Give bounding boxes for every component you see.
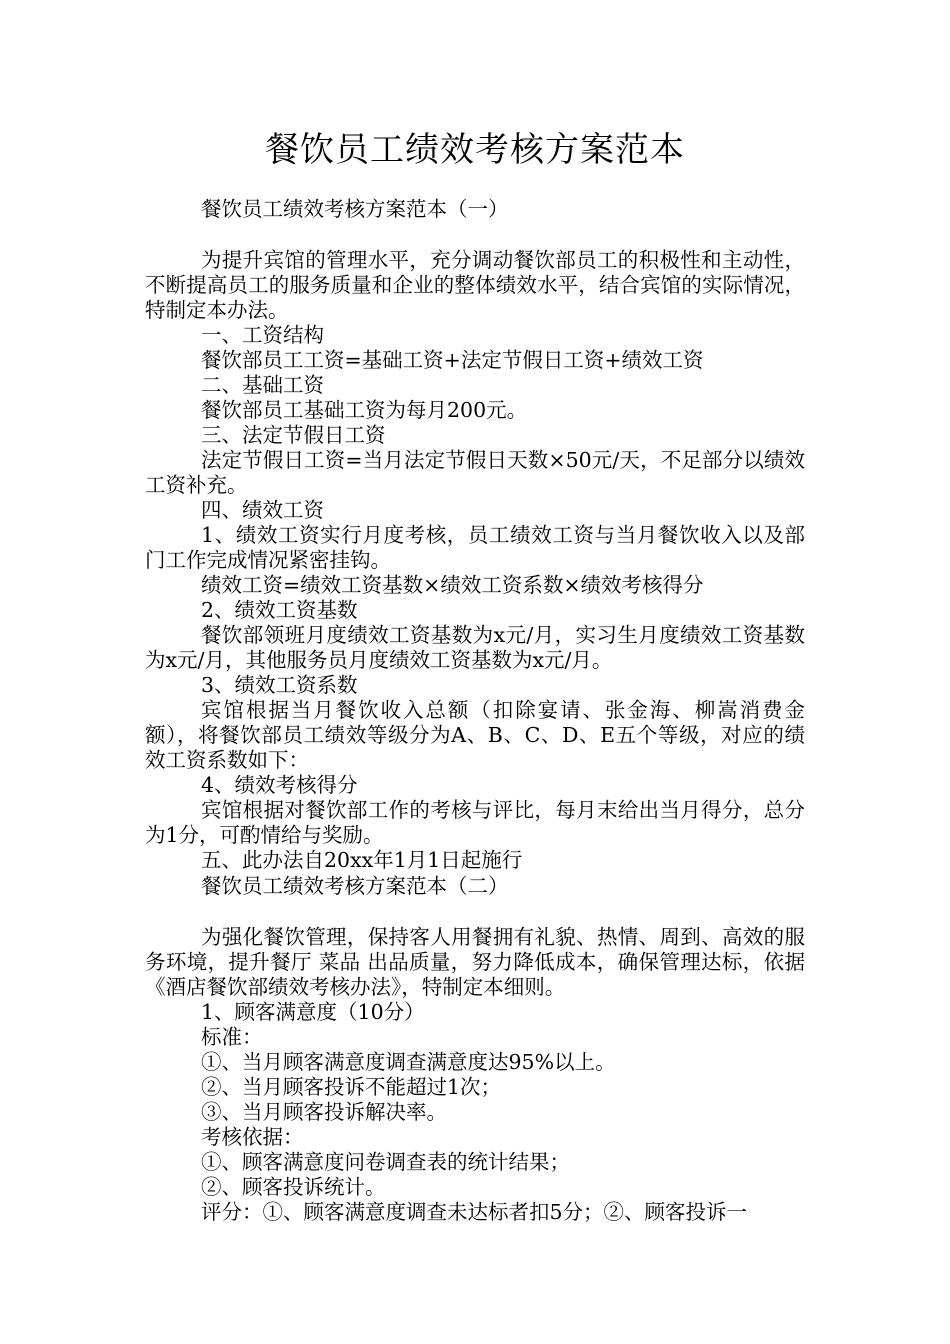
- document-title: 餐饮员工绩效考核方案范本: [265, 130, 685, 170]
- paragraph: 绩效工资=绩效工资基数×绩效工资系数×绩效考核得分: [201, 573, 704, 597]
- paragraph: 餐饮部员工基础工资为每月200元。: [201, 398, 528, 422]
- paragraph: 四、绩效工资: [201, 498, 324, 522]
- spacer: [145, 223, 805, 248]
- paragraph: 法定节假日工资=当月法定节假日天数×50元/天，不足部分以绩效工资补充。: [145, 448, 805, 497]
- spacer: [145, 900, 805, 925]
- paragraph: 2、绩效工资基数: [201, 598, 358, 622]
- paragraph: 4、绩效考核得分: [201, 773, 358, 797]
- paragraph: 餐饮部领班月度绩效工资基数为x元/月，实习生月度绩效工资基数为x元/月，其他服务员月度绩效工资基数为x元/月。: [145, 623, 805, 672]
- paragraph: ①、顾客满意度问卷调查表的统计结果；: [201, 1150, 570, 1174]
- paragraph: 考核依据：: [201, 1125, 304, 1149]
- paragraph: 五、此办法自20xx年1月1日起施行: [201, 848, 523, 872]
- paragraph: 1、绩效工资实行月度考核，员工绩效工资与当月餐饮收入以及部门工作完成情况紧密挂钩。: [145, 523, 805, 572]
- paragraph: 为强化餐饮管理，保持客人用餐拥有礼貌、热情、周到、高效的服务环境，提升餐厅 菜品 出品质量，努力降低成本，确保管理达标，依据《酒店餐饮部绩效考核办法》，特制定本细则。: [145, 925, 805, 999]
- paragraph: 3、绩效工资系数: [201, 673, 358, 697]
- paragraph: 评分：①、顾客满意度调查未达标者扣5分；②、顾客投诉一: [201, 1200, 748, 1224]
- paragraph: 宾馆根据当月餐饮收入总额（扣除宴请、张金海、柳嵩消费金额），将餐饮部员工绩效等级分为A、B、C、D、E五个等级，对应的绩效工资系数如下：: [145, 698, 805, 772]
- paragraph: 标准：: [201, 1025, 263, 1049]
- paragraph: 二、基础工资: [201, 373, 324, 397]
- paragraph: 宾馆根据对餐饮部工作的考核与评比，每月末给出当月得分，总分为1分，可酌情给与奖励。: [145, 798, 805, 847]
- paragraph: ②、顾客投诉统计。: [201, 1175, 386, 1199]
- paragraph: 餐饮部员工工资=基础工资+法定节假日工资+绩效工资: [201, 348, 704, 372]
- document-body: [145, 196, 805, 1225]
- paragraph: ②、当月顾客投诉不能超过1次；: [201, 1075, 502, 1099]
- paragraph: 为提升宾馆的管理水平，充分调动餐饮部员工的积极性和主动性，不断提高员工的服务质量和企业的整体绩效水平，结合宾馆的实际情况，特制定本办法。: [145, 248, 805, 322]
- section-heading: 餐饮员工绩效考核方案范本（一）: [201, 197, 509, 221]
- paragraph: 三、法定节假日工资: [201, 423, 386, 447]
- paragraph: ①、当月顾客满意度调查满意度达95%以上。: [201, 1050, 616, 1074]
- paragraph: 1、顾客满意度（10分）: [201, 1000, 425, 1024]
- paragraph: 一、工资结构: [201, 323, 324, 347]
- paragraph: ③、当月顾客投诉解决率。: [201, 1100, 447, 1124]
- section-heading: 餐饮员工绩效考核方案范本（二）: [201, 874, 509, 898]
